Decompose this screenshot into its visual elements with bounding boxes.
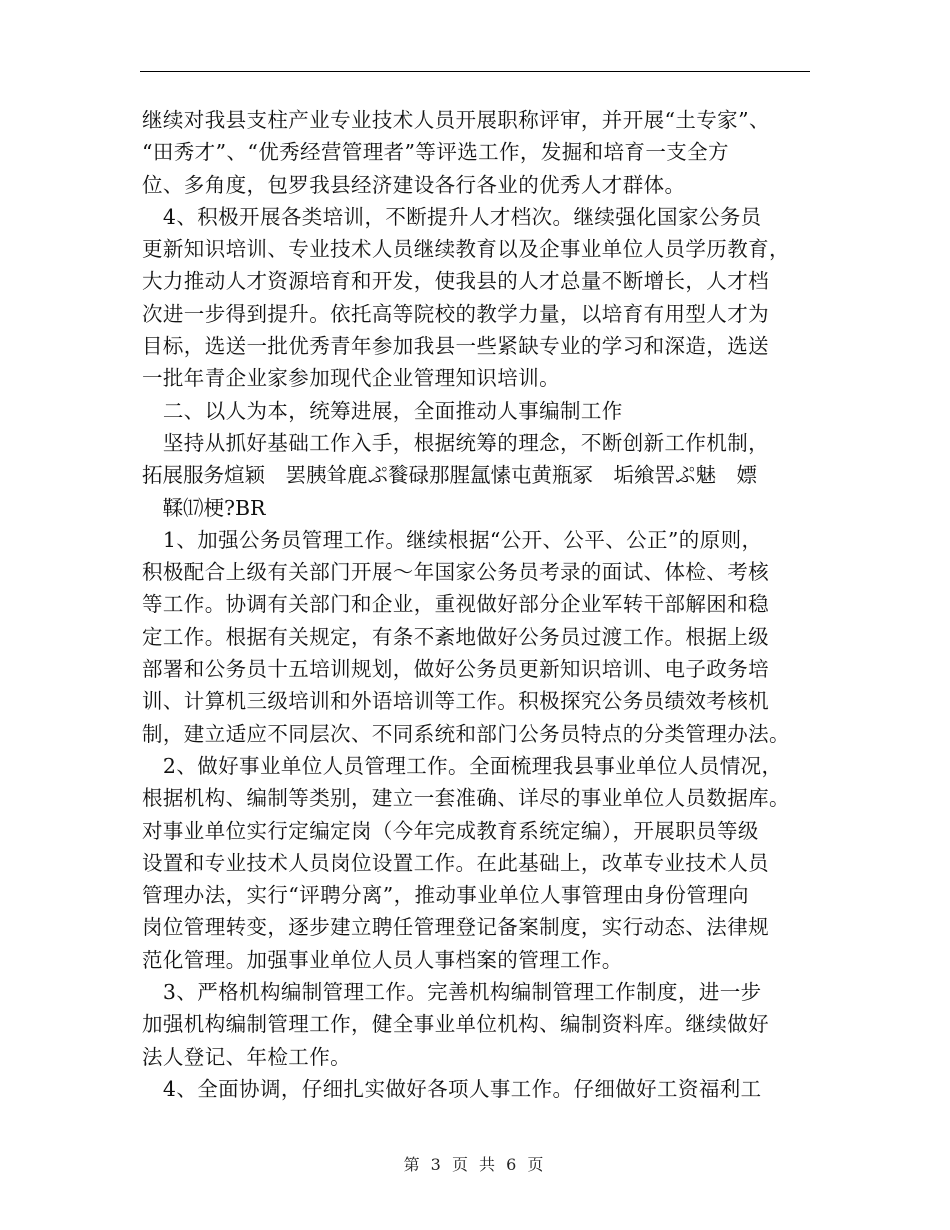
text-line: 次进一步得到提升。依托高等院校的教学力量，以培育有用型人才为	[142, 301, 769, 326]
document-body	[142, 104, 810, 1105]
text-line: 更新知识培训、专业技术人员继续教育以及企事业单位人员学历教育，	[142, 237, 790, 262]
text-line: 制，建立适应不同层次、不同系统和部门公务员特点的分类管理办法。	[142, 721, 790, 746]
text-line: 位、多角度，包罗我县经济建设各行各业的优秀人才群体。	[142, 172, 686, 197]
text-line: 一批年青企业家参加现代企业管理知识培训。	[142, 366, 560, 391]
garbled-text-line: 拓展服务煊颖 罢胰耸鹿ぷ餮碌那腥氲愫屯黄瓶冢 垢飨罟ぷ魅 嫖	[142, 463, 757, 488]
text-line: 定工作。根据有关规定，有条不紊地做好公务员过渡工作。根据上级	[142, 624, 769, 649]
text-line: 3、严格机构编制管理工作。完善机构编制管理工作制度，进一步	[142, 980, 762, 1005]
text-line: 坚持从抓好基础工作入手，根据统筹的理念，不断创新工作机制，	[142, 430, 769, 455]
text-line: 部署和公务员十五培训规划，做好公务员更新知识培训、电子政务培	[142, 657, 769, 682]
text-line: “田秀才”、“优秀经营管理者”等评选工作，发掘和培育一支全方	[142, 140, 729, 165]
text-line: 1、加强公务员管理工作。继续根据“公开、公平、公正”的原则，	[142, 527, 763, 552]
text-line: 积极配合上级有关部门开展～年国家公务员考录的面试、体检、考核	[142, 560, 769, 585]
section-heading: 二、以人为本，统筹进展，全面推动人事编制工作	[142, 398, 623, 423]
text-line: 对事业单位实行定编定岗（今年完成教育系统定编），开展职员等级	[142, 818, 759, 843]
text-line: 加强机构编制管理工作，健全事业单位机构、编制资料库。继续做好	[142, 1012, 769, 1037]
text-line: 根据机构、编制等类别，建立一套准确、详尽的事业单位人员数据库。	[142, 786, 790, 811]
text-line: 法人登记、年检工作。	[142, 1044, 351, 1069]
text-line: 4、积极开展各类培训，不断提升人才档次。继续强化国家公务员	[142, 204, 762, 229]
garbled-text-line: 鞣⒄梗?BR	[142, 495, 266, 520]
text-line: 目标，选送一批优秀青年参加我县一些紧缺专业的学习和深造，选送	[142, 334, 769, 359]
text-line: 岗位管理转变，逐步建立聘任管理登记备案制度，实行动态、法律规	[142, 915, 769, 940]
text-line: 等工作。协调有关部门和企业，重视做好部分企业军转干部解困和稳	[142, 592, 769, 617]
text-line: 训、计算机三级培训和外语培训等工作。积极探究公务员绩效考核机	[142, 689, 769, 714]
text-line: 继续对我县支柱产业专业技术人员开展职称评审，并开展“土专家”、	[142, 108, 770, 132]
text-line: 大力推动人才资源培育和开发，使我县的人才总量不断增长，人才档	[142, 269, 769, 294]
text-line: 4、全面协调，仔细扎实做好各项人事工作。仔细做好工资福利工	[142, 1076, 762, 1101]
header-rule	[140, 71, 810, 72]
text-line: 范化管理。加强事业单位人员人事档案的管理工作。	[142, 947, 623, 972]
page-number: 第 3 页 共 6 页	[403, 1155, 547, 1174]
text-line: 管理办法，实行“评聘分离”，推动事业单位人事管理由身份管理向	[142, 883, 749, 908]
text-line: 设置和专业技术人员岗位设置工作。在此基础上，改革专业技术人员	[142, 850, 769, 875]
text-line: 2、做好事业单位人员管理工作。全面梳理我县事业单位人员情况，	[142, 753, 783, 778]
